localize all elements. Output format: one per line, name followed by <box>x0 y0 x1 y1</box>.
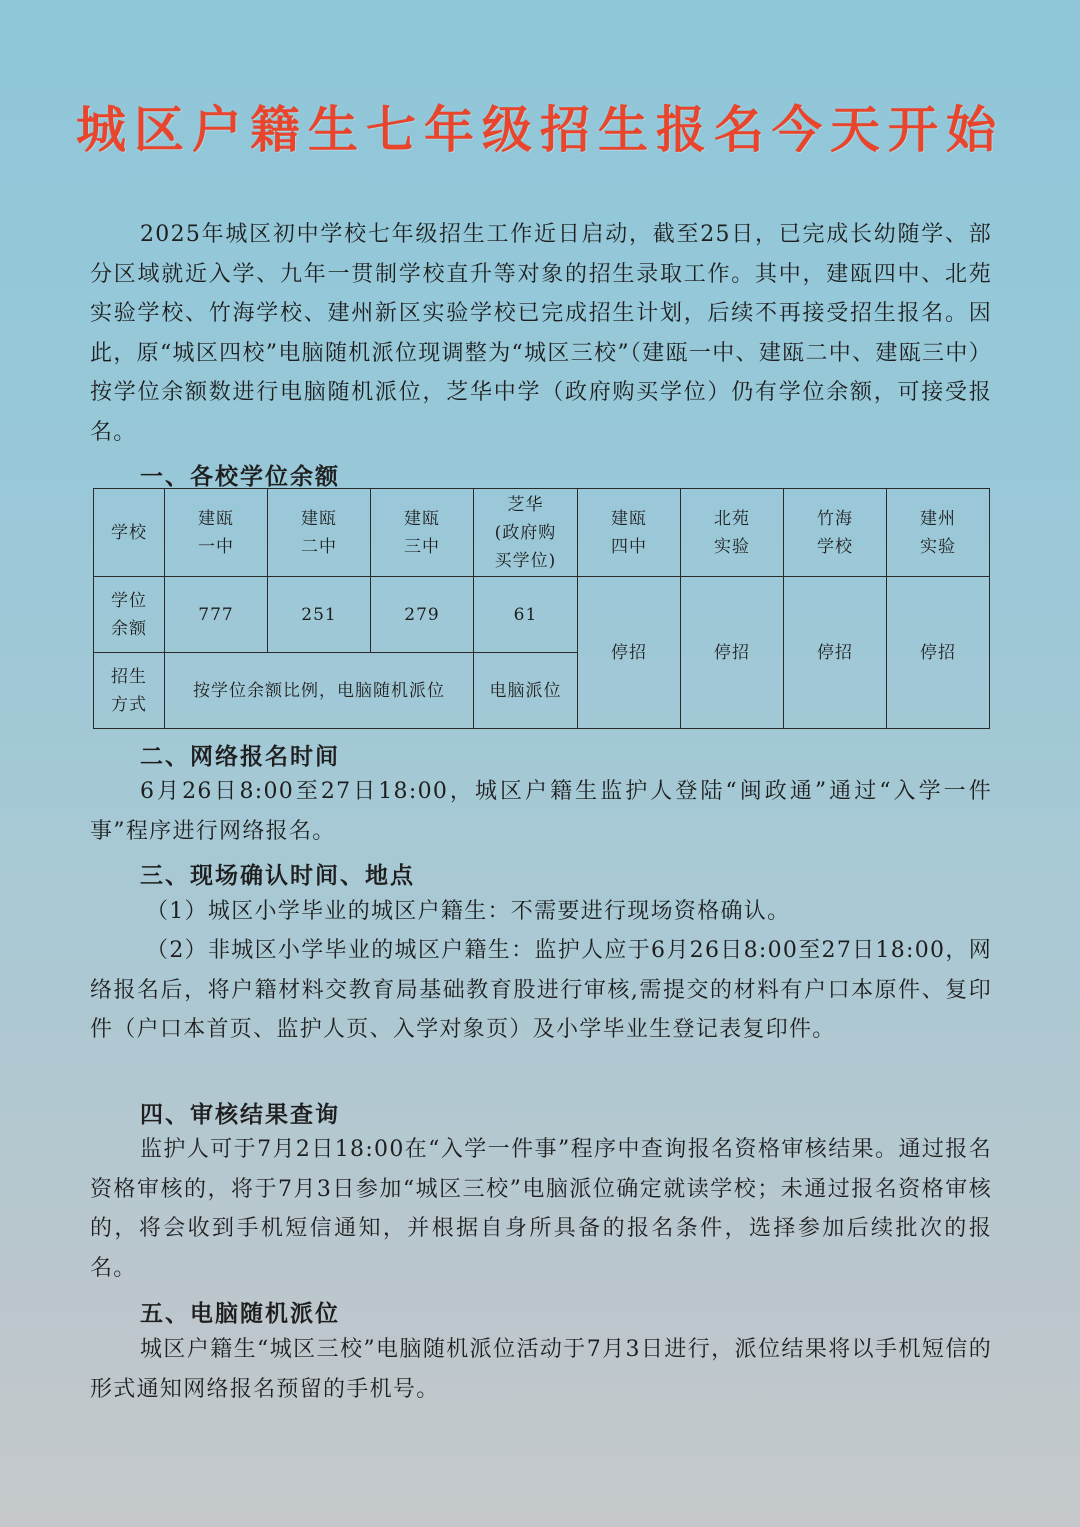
school-cell: 竹海 学校 <box>784 489 887 577</box>
stopped-cell: 停招 <box>784 577 887 729</box>
quota-cell: 251 <box>268 577 371 653</box>
row-header-quota: 学位 余额 <box>94 577 165 653</box>
quota-cell: 279 <box>371 577 474 653</box>
school-cell: 北苑 实验 <box>681 489 784 577</box>
section3-item1: （1）城区小学毕业的城区户籍生：不需要进行现场资格确认。 <box>146 899 791 924</box>
school-cell: 建瓯 三中 <box>371 489 474 577</box>
school-cell: 建瓯 四中 <box>578 489 681 577</box>
school-cell: 芝华 (政府购 买学位) <box>474 489 578 577</box>
method-lottery-cell: 按学位余额比例，电脑随机派位 <box>165 653 474 729</box>
section1-heading: 一、各校学位余额 <box>140 464 340 490</box>
table-row-schools <box>94 489 990 577</box>
section5-text: 城区户籍生“城区三校”电脑随机派位活动于7月3日进行，派位结果将以手机短信的形式通知网络报名预留的手机号。 <box>90 1337 992 1402</box>
school-cell: 建州 实验 <box>887 489 990 577</box>
section4-text: 监护人可于7月2日18:00在“入学一件事”程序中查询报名资格审核结果。通过报名资格审核的，将于7月3日参加“城区三校”电脑派位确定就读学校；未通过报名资格审核的，将会收到手机短信通知，并根据自身所具备的报名条件，选择参加后续批次的报名。 <box>90 1137 992 1281</box>
section3-heading: 三、现场确认时间、地点 <box>140 863 415 889</box>
quota-table <box>93 488 990 729</box>
table-row-quota <box>94 577 990 653</box>
section3-item2: （2）非城区小学毕业的城区户籍生：监护人应于6月26日8:00至27日18:00，网络报名后，将户籍材料交教育局基础教育股进行审核,需提交的材料有户口本原件、复印件（户口本首页、监护人页、入学对象页）及小学毕业生登记表复印件。 <box>90 938 992 1042</box>
section2-text: 6月26日8:00至27日18:00，城区户籍生监护人登陆“闽政通”通过“入学一件事”程序进行网络报名。 <box>90 779 992 844</box>
row-header-school: 学校 <box>94 489 165 577</box>
school-cell: 建瓯 一中 <box>165 489 268 577</box>
section2-heading: 二、网络报名时间 <box>140 744 340 770</box>
stopped-cell: 停招 <box>887 577 990 729</box>
stopped-cell: 停招 <box>578 577 681 729</box>
section5-heading: 五、电脑随机派位 <box>140 1301 340 1327</box>
school-cell: 建瓯 二中 <box>268 489 371 577</box>
section4-heading: 四、审核结果查询 <box>140 1102 340 1128</box>
quota-cell: 777 <box>165 577 268 653</box>
intro-paragraph: 2025年城区初中学校七年级招生工作近日启动，截至25日，已完成长幼随学、部分区域就近入学、九年一贯制学校直升等对象的招生录取工作。其中，建瓯四中、北苑实验学校、竹海学校、建州新区实验学校已完成招生计划，后续不再接受招生报名。因此，原“城区四校”电脑随机派位现调整为“城区三校”（建瓯一中、建瓯二中、建瓯三中）按学位余额数进行电脑随机派位，芝华中学（政府购买学位）仍有学位余额，可接受报名。 <box>90 222 992 445</box>
page-title: 城区户籍生七年级招生报名今天开始 <box>76 101 1004 159</box>
row-header-method: 招生 方式 <box>94 653 165 729</box>
stopped-cell: 停招 <box>681 577 784 729</box>
quota-cell: 61 <box>474 577 578 653</box>
method-assign-cell: 电脑派位 <box>474 653 578 729</box>
